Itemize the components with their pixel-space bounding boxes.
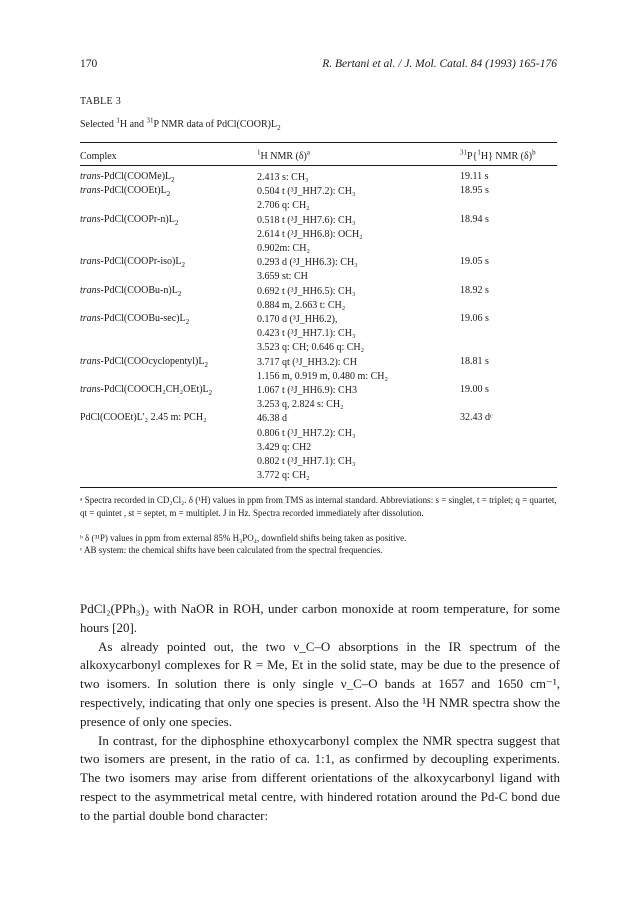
h-nmr-line: 0.170 d (³J_HH6.2), xyxy=(257,314,338,325)
caption-sub: 2 xyxy=(277,124,281,132)
complex-subscript: 2 xyxy=(208,389,213,397)
cell-p-nmr: 19.06 s xyxy=(460,313,489,324)
h-nmr-line: 0.293 d (³J_HH6.3): CH₃ xyxy=(257,257,358,269)
complex-subscript: 2 xyxy=(181,261,185,270)
complex-subscript: 2 xyxy=(177,289,182,298)
complex-formula: PdCl(COOPr-iso)L xyxy=(103,256,182,268)
cell-p-nmr: 18.81 s xyxy=(460,355,489,367)
h-nmr-text: H NMR (δ) xyxy=(260,151,307,162)
cell-p-nmr: 19.00 s xyxy=(460,384,489,395)
table-caption xyxy=(80,116,281,132)
h-nmr-line: 3.772 q: CH₂ xyxy=(257,470,310,482)
cell-p-nmr: 18.95 s xyxy=(460,185,489,197)
cell-h-nmr xyxy=(257,356,388,384)
cell-h-nmr xyxy=(257,412,355,483)
p-nmr-text-1: P{ xyxy=(467,151,478,162)
h-nmr-line: 2.706 q: CH₂ xyxy=(257,200,310,212)
complex-prefix: trans- xyxy=(80,313,104,324)
complex-formula: PdCl(COOcyclopentyl)L xyxy=(103,355,205,367)
h-nmr-line: 0.802 t (³J_HH7.1): CH₃ xyxy=(257,456,356,467)
h-nmr-line: 0.518 t (³J_HH7.6): CH₃ xyxy=(257,214,356,226)
h-nmr-line: 0.902m: CH₂ xyxy=(257,243,310,254)
complex-subscript: 2 xyxy=(185,318,190,326)
h-nmr-line: 46.38 d xyxy=(257,413,287,425)
cell-p-nmr: 19.05 s xyxy=(460,256,489,268)
complex-prefix: trans- xyxy=(80,355,104,367)
h-nmr-line: 3.523 q: CH; 0.646 q: CH₂ xyxy=(257,342,365,354)
complex-formula: PdCl(COOEt)L xyxy=(103,185,167,197)
cell-p-nmr: 32.43 dᶜ xyxy=(460,412,493,424)
table-footnote: ᶜ AB system: the chemical shifts have been calculated from the spectral frequencies. xyxy=(80,545,383,555)
paragraph-3: In contrast, for the diphosphine ethoxycarbonyl complex the NMR spectra suggest that two isomers are present, in the ratio of ca. 1:1, as confirmed by decoupling experiments. The two isomers may arise from different orientations of the alkoxycarbonyl ligand with respect to the asymmetrical metal centre, with hindered rotation around the Pd-C bond due to the partial double bond character: xyxy=(80,732,560,823)
h-nmr-line: 1.156 m, 0.919 m, 0.480 m: CH₂ xyxy=(257,370,388,382)
h-nmr-line: 1.067 t (³J_HH6.9): CH3 xyxy=(257,385,357,396)
column-header-complex: Complex xyxy=(80,151,117,162)
page-number: 170 xyxy=(80,58,98,70)
complex-formula: PdCl(COOCH₂CH₂OEt)L xyxy=(103,384,209,395)
cell-complex xyxy=(80,285,181,296)
h-nmr-line: 0.806 t (³J_HH7.2): CH₃ xyxy=(257,427,356,439)
p-nmr-footnote-mark: b xyxy=(532,148,536,157)
complex-formula: PdCl(COOEt)L'₂ 2.45 m: PCH₂ xyxy=(80,412,207,424)
paragraph-2: As already pointed out, the two ν_C–O absorptions in the IR spectrum of the alkoxycarbonyl complexes for R = Me, Et in the solid state, may be due to the presence of two isomers. In solution there is only single ν_C–O bands at 1657 and 1650 cm⁻¹, respectively, indicating that only one species is present. Also the ¹H NMR spectra show the presence of only one species. xyxy=(80,638,560,729)
cell-complex xyxy=(80,256,185,270)
body-text xyxy=(80,600,560,826)
cell-p-nmr: 18.92 s xyxy=(460,284,489,296)
cell-complex xyxy=(80,313,189,324)
cell-complex xyxy=(80,171,175,182)
complex-subscript: 2 xyxy=(171,176,175,184)
cell-h-nmr xyxy=(257,185,355,213)
cell-h-nmr xyxy=(257,285,355,313)
complex-prefix: trans- xyxy=(80,171,104,182)
p-nmr-sup: 31 xyxy=(460,148,467,157)
table-header-rule xyxy=(80,165,557,166)
h-nmr-line: 0.884 m, 2.663 t: CH₂ xyxy=(257,299,346,311)
cell-complex xyxy=(80,214,178,225)
complex-prefix: trans- xyxy=(80,284,104,296)
p-nmr-text-2: H} NMR (δ) xyxy=(480,151,533,162)
table-bottom-rule xyxy=(80,487,557,488)
cell-complex xyxy=(80,356,208,367)
complex-formula: PdCl(COOBu-sec)L xyxy=(103,313,186,324)
h-nmr-line: 0.692 t (³J_HH6.5): CH₃ xyxy=(257,285,356,297)
cell-complex xyxy=(80,185,171,199)
column-header-p-nmr xyxy=(460,148,536,162)
complex-formula: PdCl(COOPr-n)L xyxy=(103,213,175,225)
cell-p-nmr: 18.94 s xyxy=(460,213,489,225)
complex-subscript: 2 xyxy=(166,190,171,199)
p-nmr-sup-2: 1 xyxy=(477,148,481,157)
caption-sup-2: 31 xyxy=(146,116,154,125)
cell-p-nmr: 19.11 s xyxy=(460,171,489,182)
h-nmr-line: 2.413 s: CH₃ xyxy=(257,172,309,183)
h-nmr-line: 3.717 qt (³J_HH3.2): CH xyxy=(257,356,357,368)
table-footnote: ᵇ δ (³¹P) values in ppm from external 85% H₃PO₄, downfield shifts being taken as positive. xyxy=(80,532,407,543)
caption-sup-1: 1 xyxy=(116,116,120,125)
h-nmr-line: 0.504 t (³J_HH7.2): CH₃ xyxy=(257,186,356,198)
table-top-rule xyxy=(80,142,557,143)
h-nmr-sup: 1 xyxy=(257,148,261,157)
complex-prefix: trans- xyxy=(80,256,104,268)
cell-complex xyxy=(80,384,212,395)
h-nmr-line: 3.429 q: CH2 xyxy=(257,441,312,453)
complex-formula: PdCl(COOBu-n)L xyxy=(103,284,178,296)
h-nmr-line: 3.659 st: CH xyxy=(257,271,308,283)
cell-h-nmr xyxy=(257,171,309,185)
cell-h-nmr xyxy=(257,214,363,257)
cell-complex xyxy=(80,412,207,423)
running-head: R. Bertani et al. / J. Mol. Catal. 84 (1993) 165-176 xyxy=(322,58,557,70)
complex-prefix: trans- xyxy=(80,185,104,197)
complex-formula: PdCl(COOMe)L xyxy=(103,171,172,182)
h-nmr-footnote-mark: a xyxy=(306,148,310,157)
complex-subscript: 2 xyxy=(174,218,179,227)
cell-h-nmr xyxy=(257,256,358,284)
cell-h-nmr xyxy=(257,313,364,356)
paragraph-1: PdCl₂(PPh₃)₂ with NaOR in ROH, under carbon monoxide at room temperature, for some hours [20]. xyxy=(80,601,560,635)
table-footnote: ᵃ Spectra recorded in CD₂Cl₂. δ (¹H) values in ppm from TMS as internal standard. Abbreviations: s = singlet, t = triplet; q = quartet, qt = quintet , st = septet, m = multiplet. J in Hz. Spectra recorded immediately after dissolution. xyxy=(80,495,557,518)
cell-h-nmr xyxy=(257,384,357,412)
complex-prefix: trans- xyxy=(80,213,104,225)
caption-text-2: H and xyxy=(119,119,147,130)
complex-subscript: 2 xyxy=(204,360,208,369)
h-nmr-line: 2.614 t (³J_HH6.8): OCH₂ xyxy=(257,228,363,240)
caption-text-3: P NMR data of PdCl(COOR)L xyxy=(153,119,278,130)
table-label: TABLE 3 xyxy=(80,96,122,107)
caption-text-1: Selected xyxy=(80,119,117,130)
h-nmr-line: 3.253 q, 2.824 s: CH₂ xyxy=(257,399,344,411)
complex-prefix: trans- xyxy=(80,384,104,395)
h-nmr-line: 0.423 t (³J_HH7.1): CH₃ xyxy=(257,328,356,340)
column-header-h-nmr xyxy=(257,148,310,162)
